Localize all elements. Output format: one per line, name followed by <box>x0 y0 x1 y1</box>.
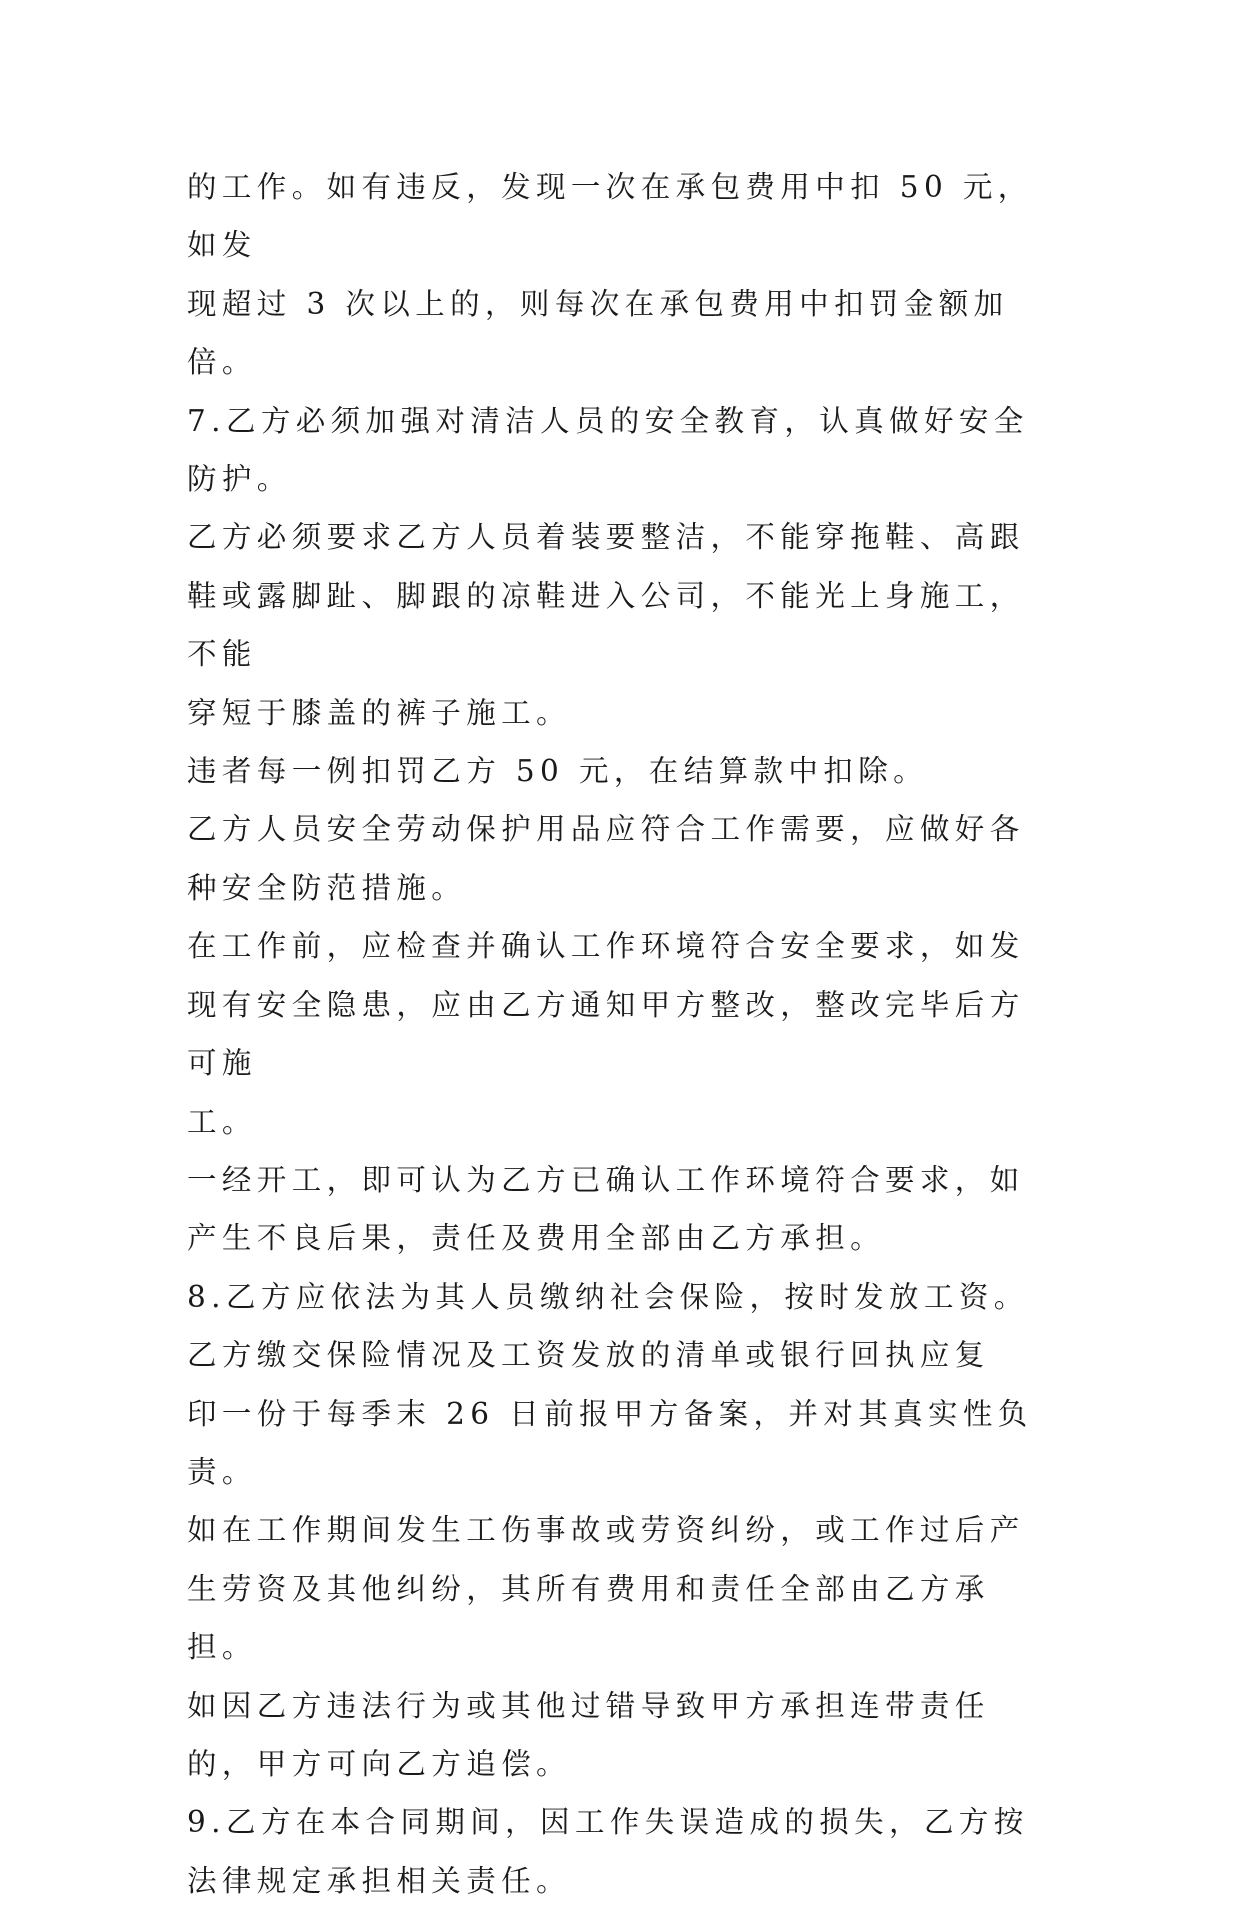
document-body <box>187 158 1055 1910</box>
paragraph: 如因乙方违法行为或其他过错导致甲方承担连带责任 的，甲方可向乙方追偿。 <box>187 1688 990 1781</box>
paragraph: 8.乙方应依法为其人员缴纳社会保险，按时发放工资。 <box>187 1279 1029 1314</box>
paragraph: 乙方必须要求乙方人员着装要整洁，不能穿拖鞋、高跟 鞋或露脚趾、脚跟的凉鞋进入公司，不能光上身施工，不能 穿短于膝盖的裤子施工。 <box>187 520 1025 730</box>
paragraph: 乙方人员安全劳动保护用品应符合工作需要，应做好各 种安全防范措施。 <box>187 812 1025 905</box>
paragraph: 乙方缴交保险情况及工资发放的清单或银行回执应复 印一份于每季末 26 日前报甲方备案，并对其真实性负责。 <box>187 1338 1033 1489</box>
paragraph: 违者每一例扣罚乙方 50 元，在结算款中扣除。 <box>187 754 928 789</box>
paragraph: 7.乙方必须加强对清洁人员的安全教育，认真做好安全 防护。 <box>187 403 1029 497</box>
paragraph: 一经开工，即可认为乙方已确认工作环境符合要求，如 产生不良后果，责任及费用全部由乙方承担。 <box>187 1162 1025 1256</box>
paragraph: 如在工作期间发生工伤事故或劳资纠纷，或工作过后产 生劳资及其他纠纷，其所有费用和责任全部由乙方承担。 <box>187 1513 1025 1665</box>
paragraph: 的工作。如有违反，发现一次在承包费用中扣 50 元，如发 现超过 3 次以上的，则每次在承包费用中扣罚金额加倍。 <box>187 170 1033 380</box>
paragraph: 9.乙方在本合同期间，因工作失误造成的损失，乙方按 法律规定承担相关责任。 <box>187 1805 1029 1898</box>
paragraph: 在工作前，应检查并确认工作环境符合安全要求，如发 现有安全隐患，应由乙方通知甲方整改，整改完毕后方可施 工。 <box>187 929 1025 1139</box>
